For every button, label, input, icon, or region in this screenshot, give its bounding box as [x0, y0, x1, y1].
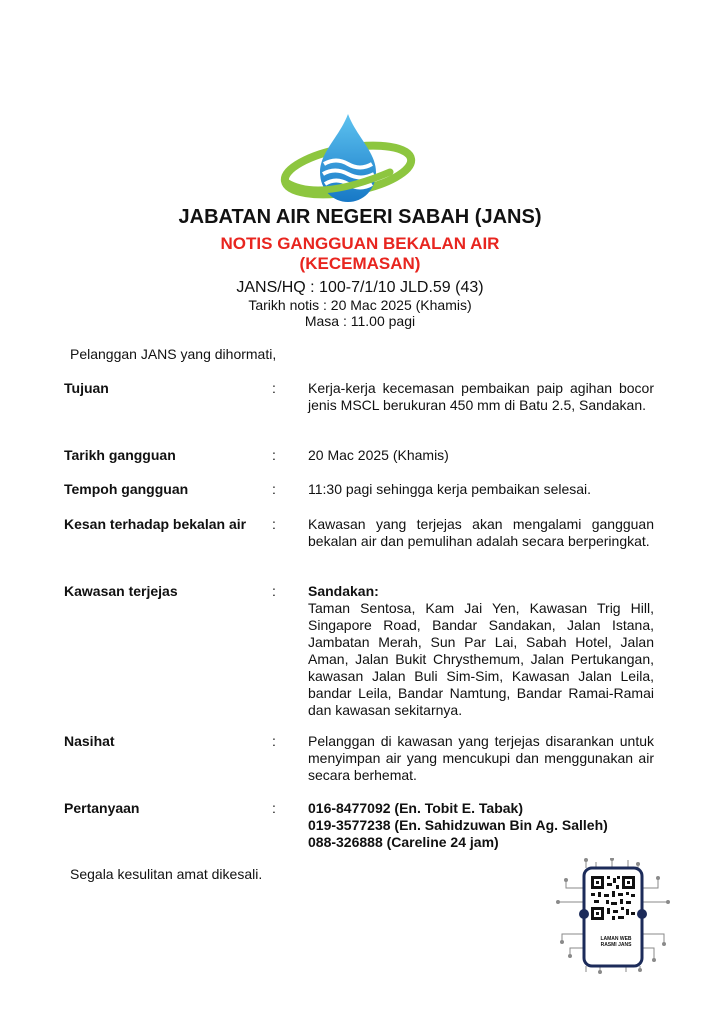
detail-row-disruption-date: [64, 447, 654, 464]
detail-row-advice: [64, 733, 654, 784]
detail-value: [308, 800, 654, 851]
detail-row-disruption-period: [64, 481, 654, 498]
reference-number: JANS/HQ : 100-7/1/10 JLD.59 (43): [236, 279, 484, 296]
contact-phone: 088-326888 (Careline 24 jam): [308, 834, 499, 850]
detail-row-purpose: [64, 380, 654, 414]
detail-value: [308, 583, 654, 719]
affected-area-list: Taman Sentosa, Kam Jai Yen, Kawasan Trig Hill, Singapore Road, Bandar Sandakan, Jalan Istana, Jambatan Merah, Sun Par Lai, Sabah Hotel, Jalan Aman, Jalan Bukit Chrysthemum, Jalan Pertukangan, kawasan Jalan Buli Sim-Sim, Kawasan Jalan Leila, bandar Leila, Bandar Namtung, Bandar Ramai-Ramai dan kawasan sekitarnya.: [308, 600, 654, 718]
notice-time: Masa : 11.00 pagi: [304, 313, 416, 329]
detail-label: Nasihat: [64, 733, 115, 749]
detail-label: Tujuan: [64, 380, 109, 396]
detail-label: Kawasan terjejas: [64, 583, 178, 599]
detail-colon: :: [272, 733, 276, 749]
qr-code-icon[interactable]: [556, 858, 670, 974]
contact-phone: 016-8477092 (En. Tobit E. Tabak): [308, 800, 524, 816]
district-name: Sandakan:: [308, 583, 379, 599]
detail-value: Kerja-kerja kecemasan pembaikan paip agihan bocor jenis MSCL berukuran 450 mm di Batu 2.5, Sandakan.: [308, 380, 654, 413]
detail-colon: :: [272, 583, 276, 599]
detail-colon: :: [272, 380, 276, 396]
detail-value: 20 Mac 2025 (Khamis): [308, 447, 449, 463]
detail-label: Tempoh gangguan: [64, 481, 189, 497]
detail-value: 11:30 pagi sehingga kerja pembaikan selesai.: [308, 481, 592, 497]
jans-logo: [278, 112, 418, 212]
notice-heading-line1: NOTIS GANGGUAN BEKALAN AIR: [220, 234, 500, 253]
qr-code-label-line2: RASMI JANS: [600, 942, 632, 948]
notice-heading-line2: (KECEMASAN): [299, 254, 421, 273]
detail-colon: :: [272, 516, 276, 532]
contact-phone: 019-3577238 (En. Sahidzuwan Bin Ag. Salleh): [308, 817, 608, 833]
closing-remark: Segala kesulitan amat dikesali.: [70, 866, 263, 882]
detail-label: Pertanyaan: [64, 800, 140, 816]
detail-value: Kawasan yang terjejas akan mengalami gangguan bekalan air dan pemulihan adalah secara berperingkat.: [308, 516, 654, 549]
notice-date: Tarikh notis : 20 Mac 2025 (Khamis): [248, 297, 472, 313]
detail-label: Tarikh gangguan: [64, 447, 176, 463]
detail-row-enquiries: [64, 800, 654, 851]
detail-colon: :: [272, 800, 276, 816]
qr-code-label: [594, 936, 638, 948]
notice-heading: [0, 234, 720, 274]
detail-row-impact: [64, 516, 654, 550]
detail-colon: :: [272, 447, 276, 463]
greeting: Pelanggan JANS yang dihormati,: [70, 346, 277, 362]
page-title: JABATAN AIR NEGERI SABAH (JANS): [178, 206, 542, 228]
detail-colon: :: [272, 481, 276, 497]
detail-row-affected-areas: [64, 583, 654, 719]
qr-code-label-line1: LAMAN WEB: [600, 936, 632, 942]
detail-value: Pelanggan di kawasan yang terjejas disarankan untuk menyimpan air yang mencukupi dan menggunakan air secara berhemat.: [308, 733, 654, 783]
detail-label: Kesan terhadap bekalan air: [64, 516, 247, 532]
